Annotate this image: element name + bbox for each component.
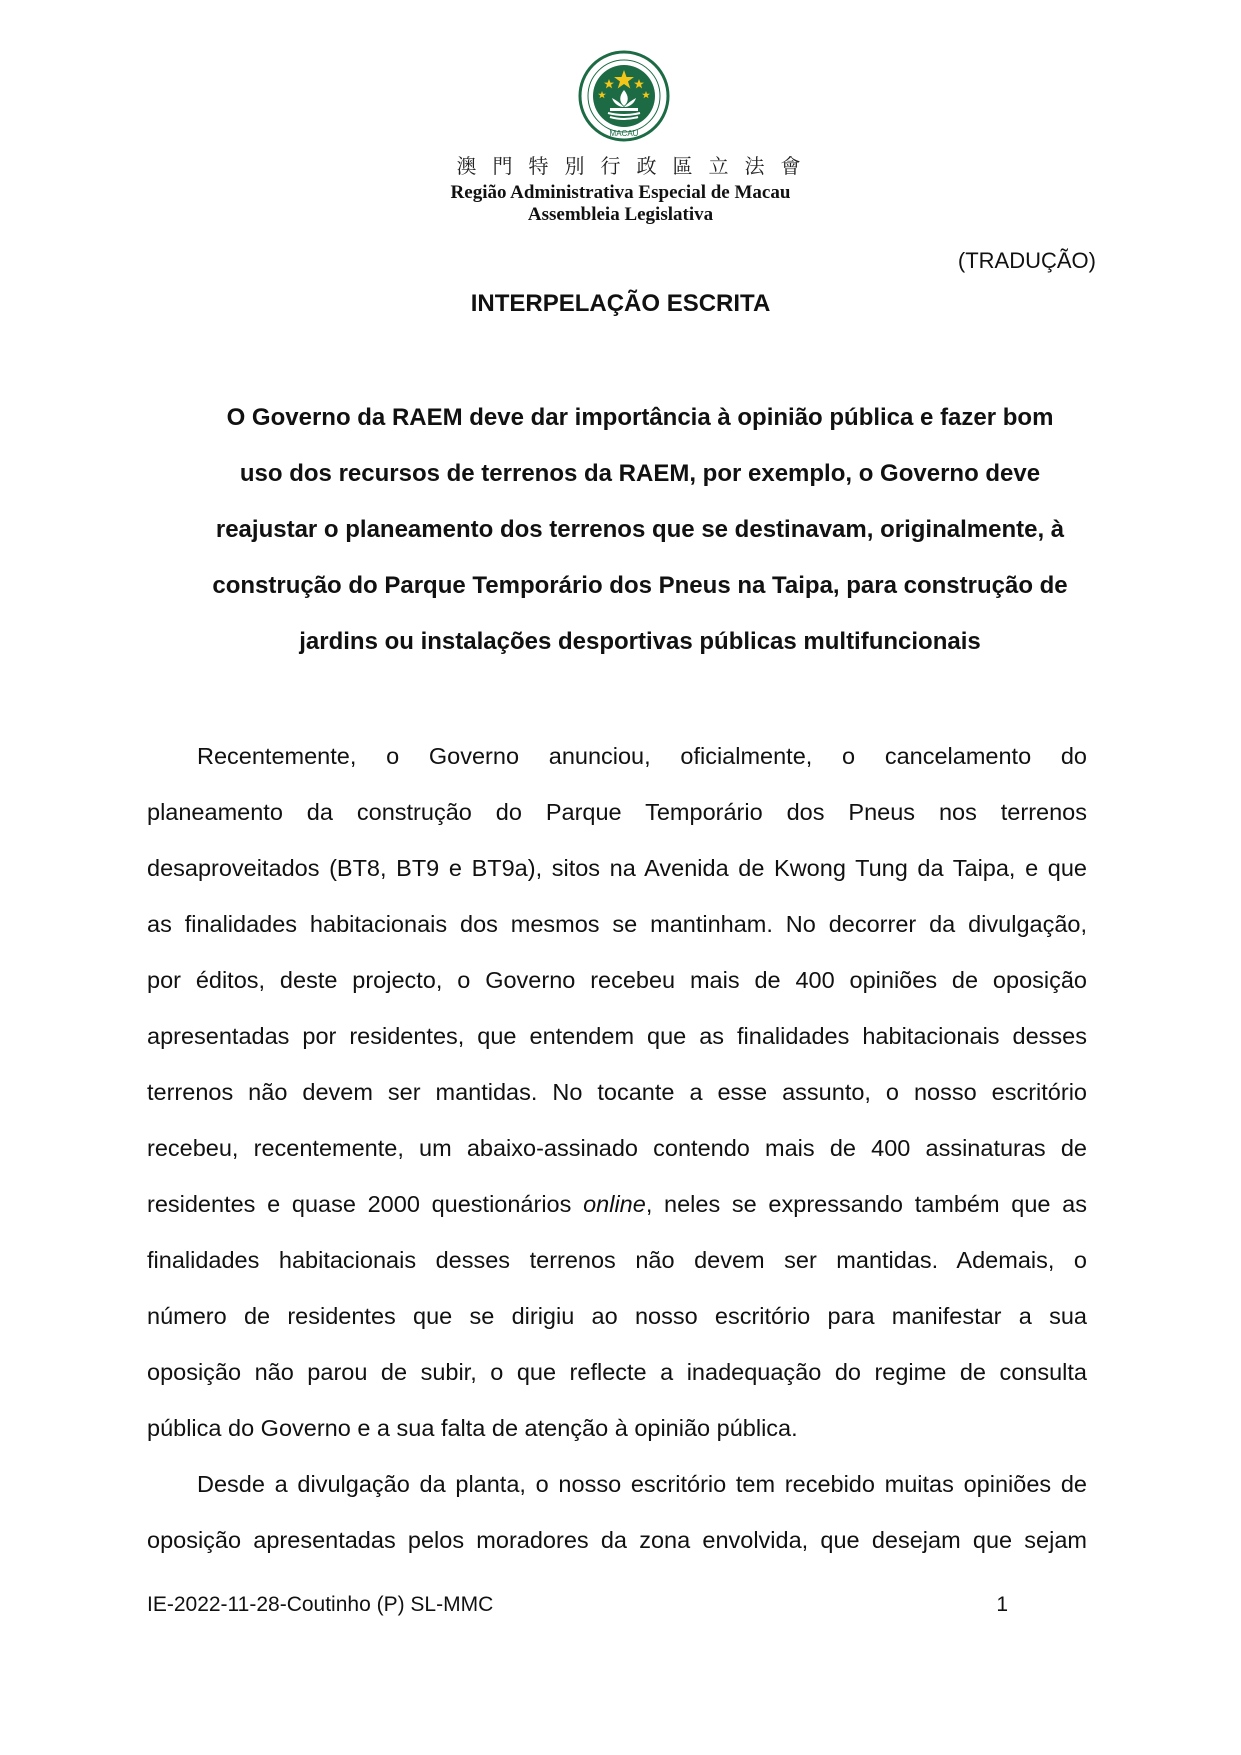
paragraph-1 [147,728,1087,1456]
text-line: as finalidades habitacionais dos mesmos se mantinham. No decorrer da divulgação, [147,911,1087,937]
text-line [147,1176,1087,1232]
text-fragment: residentes e quase 2000 questionários [147,1191,584,1217]
subject-line: reajustar o planeamento dos terrenos que se destinavam, originalmente, à [215,516,1065,543]
page-number: 1 [996,1593,1008,1616]
text-line: desaproveitados (BT8, BT9 e BT9a), sitos na Avenida de Kwong Tung da Taipa, e que [147,855,1087,881]
macau-emblem-icon [578,50,670,142]
text-line: terrenos não devem ser mantidas. No tocante a esse assunto, o nosso escritório [147,1079,1087,1105]
subject-line: uso dos recursos de terrenos da RAEM, por exemplo, o Governo deve [239,460,1041,487]
text-line: por éditos, deste projecto, o Governo recebeu mais de 400 opiniões de oposição [147,967,1087,993]
translation-note: (TRADUÇÃO) [957,248,1096,273]
text-fragment: , neles se expressando também que as [645,1191,1088,1217]
text-line: apresentadas por residentes, que entendem que as finalidades habitacionais desses [147,1023,1087,1049]
italic-word: online [583,1191,646,1217]
text-line: Desde a divulgação da planta, o nosso escritório tem recebido muitas opiniões de [197,1471,1087,1497]
text-line: planeamento da construção do Parque Temporário dos Pneus nos terrenos [147,799,1087,825]
text-line: pública do Governo e a sua falta de atenção à opinião pública. [147,1415,798,1441]
text-line: Recentemente, o Governo anunciou, oficialmente, o cancelamento do [197,743,1087,769]
svg-text:MACAU: MACAU [609,129,639,138]
body-text [147,728,1087,1568]
subject-heading [190,390,1090,670]
subject-line: jardins ou instalações desportivas públicas multifuncionais [299,628,981,655]
text-line: recebeu, recentemente, um abaixo-assinado contendo mais de 400 assinaturas de [147,1135,1087,1161]
assembly-name: Assembleia Legislativa [527,204,714,225]
document-reference: IE-2022-11-28-Coutinho (P) SL-MMC [147,1593,494,1616]
region-name: Região Administrativa Especial de Macau [450,182,791,203]
subject-line: O Governo da RAEM deve dar importância à opinião pública e fazer bom [226,404,1054,431]
subject-line: construção do Parque Temporário dos Pneus na Taipa, para construção de [212,572,1068,599]
document-title: INTERPELAÇÃO ESCRITA [470,290,771,317]
assembly-chinese-name: 澳門特別行政區立法會 [456,154,817,178]
paragraph-2 [147,1456,1087,1568]
text-line: finalidades habitacionais desses terrenos não devem ser mantidas. Ademais, o [147,1247,1087,1273]
text-line: oposição não parou de subir, o que reflecte a inadequação do regime de consulta [147,1359,1087,1385]
text-line: número de residentes que se dirigiu ao nosso escritório para manifestar a sua [147,1303,1087,1329]
text-line: oposição apresentadas pelos moradores da zona envolvida, que desejam que sejam [147,1527,1087,1553]
